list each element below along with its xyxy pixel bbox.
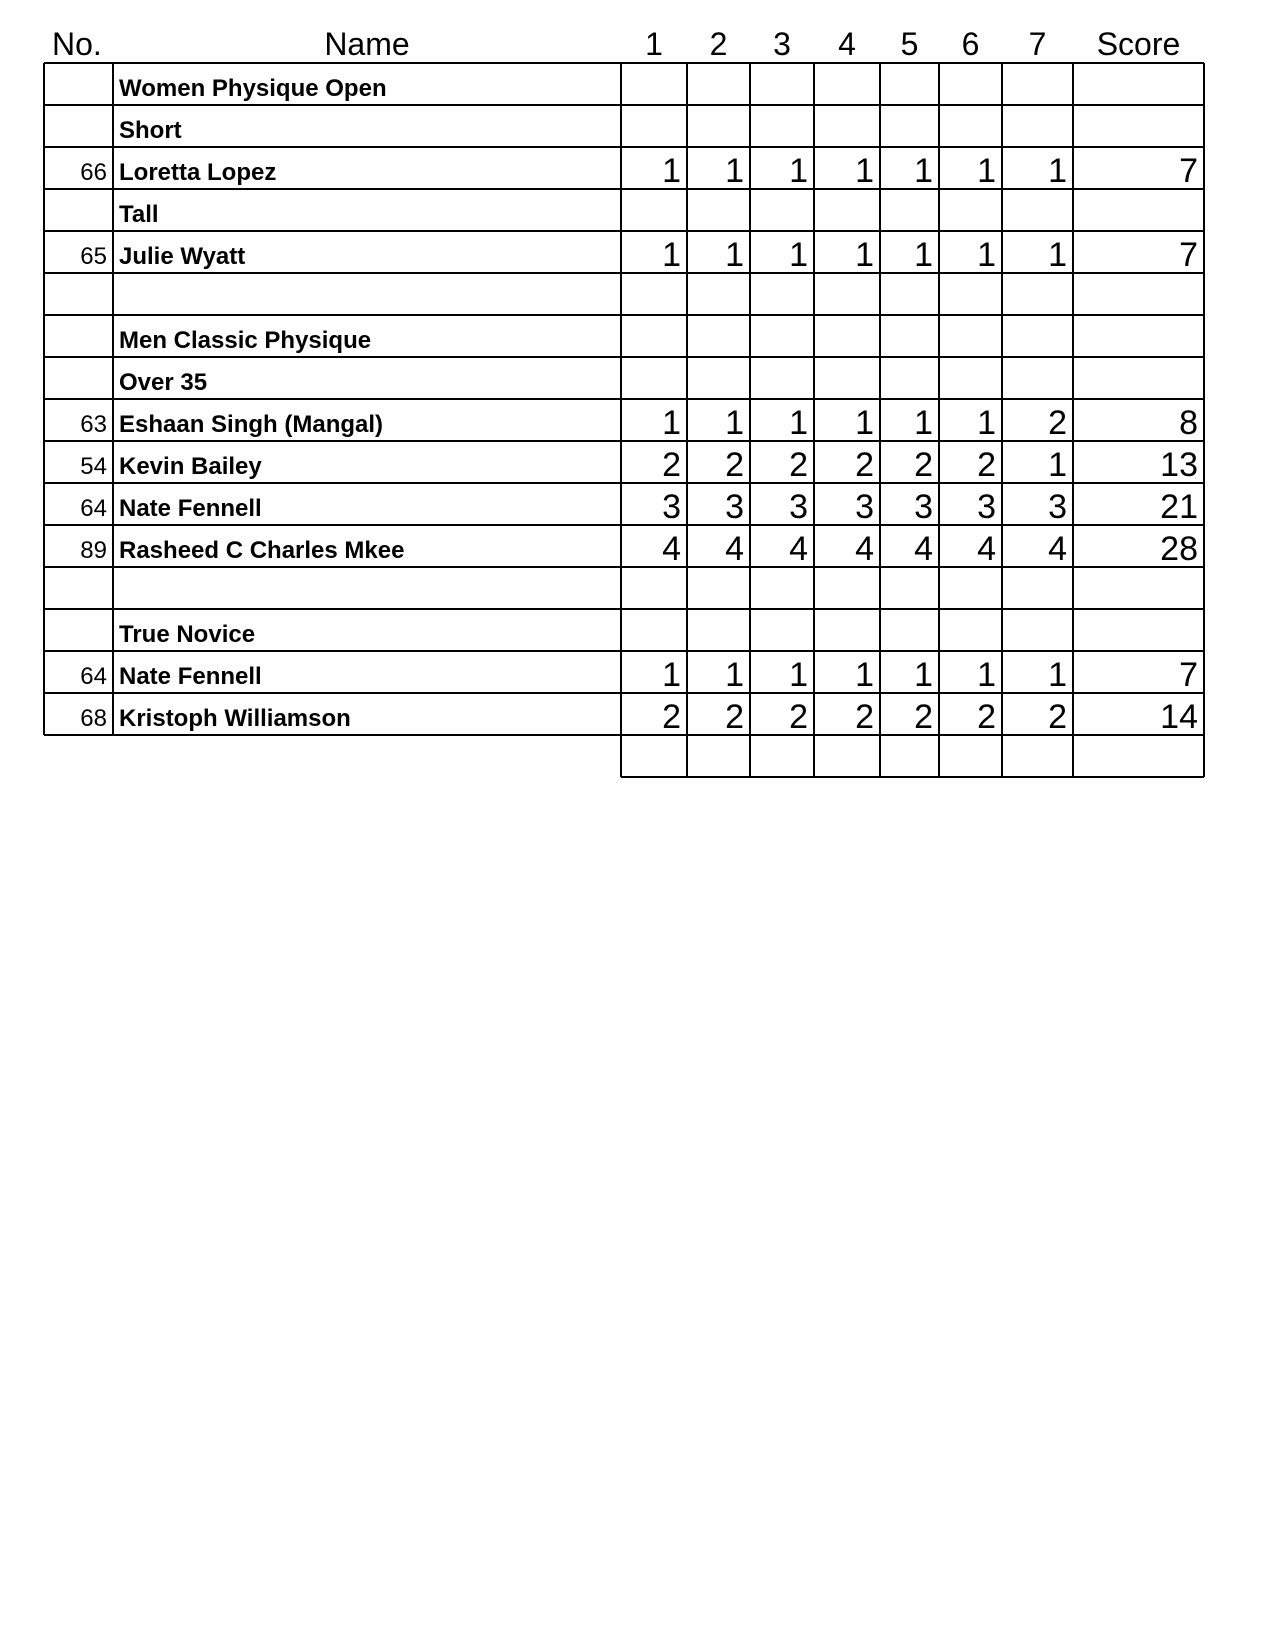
competitor-number (44, 357, 113, 399)
judge-1-placing (621, 357, 687, 399)
judge-2-placing (687, 189, 750, 231)
judge-7-placing (1002, 567, 1073, 609)
judge-3-placing: 4 (789, 530, 808, 568)
competitor-name: Tall (119, 201, 159, 228)
judge-6-placing: 1 (977, 656, 996, 694)
judge-2-placing (687, 357, 750, 399)
judge-7-placing (1002, 63, 1073, 105)
total-score: 21 (1160, 488, 1198, 526)
judge-7-placing: 2 (1048, 404, 1067, 442)
judge-5-placing (880, 357, 939, 399)
judge-5-placing (880, 189, 939, 231)
judge-6-placing: 1 (977, 152, 996, 190)
judge-5-placing (880, 273, 939, 315)
judge-6-placing (939, 189, 1002, 231)
judge-6-placing (939, 609, 1002, 651)
competitor-name (113, 735, 621, 777)
judge-2-placing: 4 (725, 530, 744, 568)
total-score: 8 (1179, 404, 1198, 442)
judge-4-placing (814, 357, 880, 399)
judge-5-placing: 4 (914, 530, 933, 568)
judge-7-placing: 3 (1048, 488, 1067, 526)
judge-4-placing: 4 (855, 530, 874, 568)
competitor-number (44, 273, 113, 315)
judge-3-placing (750, 609, 814, 651)
judge-7-placing (1002, 315, 1073, 357)
judge-3-placing (750, 273, 814, 315)
header-judge-4: 4 (838, 26, 856, 62)
judge-2-placing: 1 (725, 404, 744, 442)
judge-3-placing (750, 315, 814, 357)
judge-3-placing (750, 735, 814, 777)
judge-5-placing (880, 567, 939, 609)
judge-4-placing: 3 (855, 488, 874, 526)
competitor-name: Short (119, 117, 182, 144)
judge-3-placing (750, 105, 814, 147)
competitor-number: 54 (80, 453, 107, 480)
judge-6-placing: 1 (977, 404, 996, 442)
competitor-number: 64 (80, 495, 107, 522)
judge-5-placing: 1 (914, 152, 933, 190)
judge-5-placing: 1 (914, 404, 933, 442)
total-score: 7 (1179, 236, 1198, 274)
competitor-name: Kevin Bailey (119, 453, 262, 480)
competitor-number: 63 (80, 411, 107, 438)
total-score (1073, 357, 1204, 399)
header-judge-3: 3 (773, 26, 791, 62)
header-name: Name (324, 26, 410, 62)
competitor-name: Nate Fennell (119, 663, 262, 690)
total-score (1073, 105, 1204, 147)
judge-7-placing (1002, 609, 1073, 651)
judge-6-placing (939, 357, 1002, 399)
judge-4-placing (814, 735, 880, 777)
judge-1-placing: 3 (662, 488, 681, 526)
judge-2-placing: 2 (725, 446, 744, 484)
judge-4-placing: 1 (855, 152, 874, 190)
judge-2-placing: 1 (725, 656, 744, 694)
judge-4-placing (814, 315, 880, 357)
judge-1-placing: 1 (662, 152, 681, 190)
judge-5-placing: 1 (914, 656, 933, 694)
judge-2-placing (687, 273, 750, 315)
judge-7-placing: 1 (1048, 446, 1067, 484)
judge-2-placing: 2 (725, 698, 744, 736)
competitor-number (44, 63, 113, 105)
judge-2-placing (687, 735, 750, 777)
judge-4-placing (814, 105, 880, 147)
competitor-name: Kristoph Williamson (119, 705, 351, 732)
judge-3-placing: 3 (789, 488, 808, 526)
judge-7-placing (1002, 357, 1073, 399)
judge-4-placing: 2 (855, 446, 874, 484)
header-judge-5: 5 (900, 26, 919, 62)
judge-5-placing: 2 (914, 698, 933, 736)
judge-2-placing (687, 63, 750, 105)
judge-4-placing (814, 567, 880, 609)
judge-3-placing: 2 (789, 698, 808, 736)
competitor-name: Eshaan Singh (Mangal) (119, 411, 384, 438)
judge-1-placing (621, 63, 687, 105)
competitor-name: Men Classic Physique (119, 327, 372, 354)
total-score (1073, 189, 1204, 231)
judge-7-placing (1002, 735, 1073, 777)
judge-1-placing (621, 105, 687, 147)
judge-6-placing (939, 273, 1002, 315)
judge-6-placing (939, 63, 1002, 105)
competitor-number (44, 105, 113, 147)
competitor-name: Women Physique Open (119, 75, 387, 102)
judge-2-placing: 1 (725, 236, 744, 274)
judge-5-placing (880, 63, 939, 105)
judge-1-placing (621, 609, 687, 651)
total-score: 7 (1179, 152, 1198, 190)
judge-2-placing (687, 315, 750, 357)
competitor-number (44, 567, 113, 609)
judge-7-placing: 4 (1048, 530, 1067, 568)
judge-5-placing: 3 (914, 488, 933, 526)
header-judge-7: 7 (1028, 26, 1047, 62)
judge-7-placing: 1 (1048, 236, 1067, 274)
judge-7-placing (1002, 189, 1073, 231)
judge-5-placing (880, 735, 939, 777)
competitor-number: 65 (80, 243, 107, 270)
judge-1-placing (621, 189, 687, 231)
judge-5-placing (880, 315, 939, 357)
total-score: 14 (1160, 698, 1198, 736)
judge-6-placing: 2 (977, 698, 996, 736)
header-judge-2: 2 (709, 26, 728, 62)
judge-1-placing (621, 315, 687, 357)
header-score: Score (1096, 26, 1181, 62)
judge-6-placing: 2 (977, 446, 996, 484)
judge-6-placing: 3 (977, 488, 996, 526)
competitor-name: Julie Wyatt (119, 243, 246, 270)
judge-6-placing (939, 567, 1002, 609)
judge-7-placing: 1 (1048, 152, 1067, 190)
total-score: 28 (1160, 530, 1198, 568)
competitor-number (44, 315, 113, 357)
judge-3-placing (750, 357, 814, 399)
judge-4-placing: 1 (855, 404, 874, 442)
judge-1-placing: 1 (662, 656, 681, 694)
judge-1-placing (621, 567, 687, 609)
judge-6-placing (939, 315, 1002, 357)
total-score (1073, 609, 1204, 651)
total-score (1073, 63, 1204, 105)
judge-7-placing: 1 (1048, 656, 1067, 694)
competitor-name: Over 35 (119, 369, 208, 396)
competitor-number (44, 609, 113, 651)
judge-5-placing (880, 609, 939, 651)
total-score: 13 (1160, 446, 1198, 484)
judge-4-placing (814, 609, 880, 651)
judge-1-placing: 2 (662, 446, 681, 484)
judge-4-placing: 2 (855, 698, 874, 736)
header-no: No. (52, 26, 102, 62)
judge-1-placing (621, 735, 687, 777)
judge-3-placing: 1 (789, 656, 808, 694)
total-score (1073, 315, 1204, 357)
judge-4-placing (814, 189, 880, 231)
judge-2-placing (687, 567, 750, 609)
judge-2-placing: 1 (725, 152, 744, 190)
competitor-number: 89 (80, 537, 107, 564)
total-score (1073, 735, 1204, 777)
competitor-name: Loretta Lopez (119, 159, 277, 186)
judge-6-placing: 4 (977, 530, 996, 568)
total-score: 7 (1179, 656, 1198, 694)
competitor-name (113, 273, 621, 315)
judge-3-placing (750, 63, 814, 105)
judge-1-placing: 2 (662, 698, 681, 736)
competitor-number: 68 (80, 705, 107, 732)
judge-3-placing: 1 (789, 404, 808, 442)
competitor-name: Nate Fennell (119, 495, 262, 522)
judge-7-placing (1002, 105, 1073, 147)
judge-2-placing (687, 609, 750, 651)
total-score (1073, 273, 1204, 315)
competitor-name: True Novice (119, 621, 256, 648)
total-score (1073, 567, 1204, 609)
judge-1-placing (621, 273, 687, 315)
judge-4-placing (814, 273, 880, 315)
judge-1-placing: 1 (662, 404, 681, 442)
judge-6-placing (939, 735, 1002, 777)
competitor-name: Rasheed C Charles Mkee (119, 537, 405, 564)
competitor-number: 66 (80, 159, 107, 186)
competitor-name (113, 567, 621, 609)
judge-4-placing: 1 (855, 656, 874, 694)
judge-1-placing: 1 (662, 236, 681, 274)
judge-4-placing: 1 (855, 236, 874, 274)
judge-5-placing: 2 (914, 446, 933, 484)
judge-3-placing: 2 (789, 446, 808, 484)
header-judge-6: 6 (961, 26, 980, 62)
judge-3-placing (750, 567, 814, 609)
judge-3-placing: 1 (789, 152, 808, 190)
judge-7-placing (1002, 273, 1073, 315)
competitor-number (44, 735, 113, 777)
competitor-number (44, 189, 113, 231)
judge-2-placing: 3 (725, 488, 744, 526)
judge-6-placing: 1 (977, 236, 996, 274)
competitor-number: 64 (80, 663, 107, 690)
judge-3-placing: 1 (789, 236, 808, 274)
judge-6-placing (939, 105, 1002, 147)
judge-4-placing (814, 63, 880, 105)
judge-1-placing: 4 (662, 530, 681, 568)
header-judge-1: 1 (645, 26, 663, 62)
judge-7-placing: 2 (1048, 698, 1067, 736)
judge-2-placing (687, 105, 750, 147)
judge-5-placing (880, 105, 939, 147)
judge-5-placing: 1 (914, 236, 933, 274)
judge-3-placing (750, 189, 814, 231)
